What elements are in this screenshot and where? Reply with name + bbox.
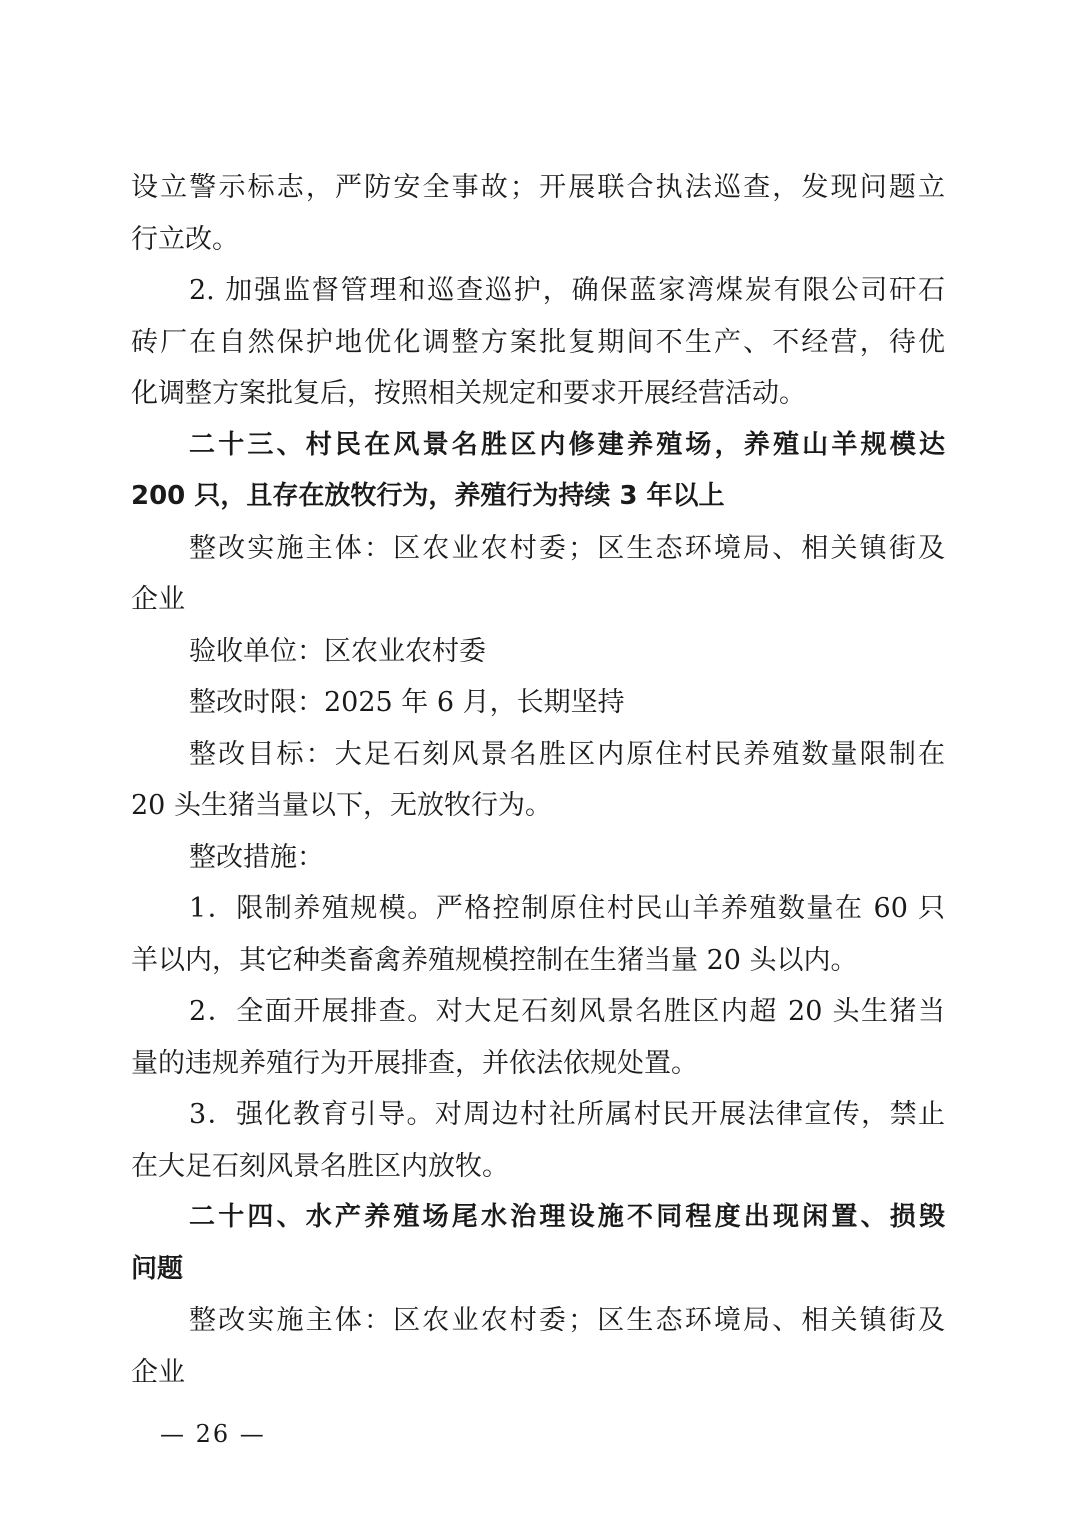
- measure-item: 1．限制养殖规模。严格控制原住村民山羊养殖数量在 60 只: [189, 893, 945, 924]
- measures-label: 整改措施：: [189, 841, 324, 873]
- responsible-entity-line: 企业: [131, 584, 185, 615]
- paragraph-line: 砖厂在自然保护地优化调整方案批复期间不生产、不经营，待优: [131, 326, 945, 358]
- deadline-line: 整改时限：2025 年 6 月，长期坚持: [189, 687, 625, 718]
- goal-line: 20 头生猪当量以下，无放牧行为。: [131, 790, 552, 821]
- measure-item: 量的违规养殖行为开展排查，并依法依规处置。: [131, 1047, 698, 1079]
- page-number: — 26 —: [160, 1420, 266, 1448]
- responsible-entity-line: 整改实施主体：区农业农村委；区生态环境局、相关镇街及: [189, 532, 945, 564]
- section-heading-24: 二十四、水产养殖场尾水治理设施不同程度出现闲置、损毁: [189, 1202, 945, 1232]
- responsible-entity-line: 企业: [131, 1356, 185, 1388]
- acceptance-unit-line: 验收单位：区农业农村委: [189, 635, 486, 667]
- section-heading-24-cont: 问题: [131, 1253, 184, 1284]
- responsible-entity-line: 整改实施主体：区农业农村委；区生态环境局、相关镇街及: [189, 1305, 945, 1336]
- measure-item: 3．强化教育引导。对周边村社所属村民开展法律宣传，禁止: [189, 1099, 945, 1130]
- goal-line: 整改目标：大足石刻风景名胜区内原住村民养殖数量限制在: [189, 738, 945, 770]
- paragraph-line: 行立改。: [131, 223, 239, 255]
- paragraph-line: 化调整方案批复后，按照相关规定和要求开展经营活动。: [131, 378, 806, 409]
- measure-item: 在大足石刻风景名胜区内放牧。: [131, 1150, 509, 1182]
- measure-item: 羊以内，其它种类畜禽养殖规模控制在生猪当量 20 头以内。: [131, 944, 858, 976]
- document-body: [131, 162, 945, 1398]
- section-heading-23-cont: 200 只，且存在放牧行为，养殖行为持续 3 年以上: [131, 481, 725, 511]
- measure-item: 2．全面开展排查。对大足石刻风景名胜区内超 20 头生猪当: [189, 996, 945, 1027]
- paragraph-line: 设立警示标志，严防安全事故；开展联合执法巡查，发现问题立: [131, 172, 945, 203]
- paragraph-line: 2. 加强监督管理和巡查巡护，确保蓝家湾煤炭有限公司矸石: [189, 275, 945, 306]
- section-heading-23: 二十三、村民在风景名胜区内修建养殖场，养殖山羊规模达: [189, 429, 945, 460]
